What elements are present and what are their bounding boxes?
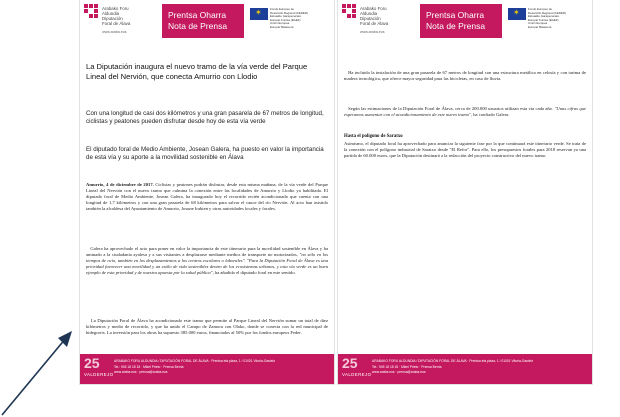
press-title-es: Nota de Prensa [168,21,228,31]
body-paragraph: Amurrio, 4 de diciembre de 2017. Ciclistas y peatones podrán disfrutar, desde esta misma mañana, de la vía verde del Parque Lineal del Nervión con el nuevo tramo que culmina la conexión entre las localidades de Amurrio y Llodio ya habilitada. El diputado foral de Medio Ambiente, Josean Galera, ha inaugurado hoy el recorrido recién acondicionado que cuenta con una longitud de 1,7 kilómetros y con una gran pasarela de 68 kilómetros para salvar el cauce del río Nervión. Al acto han asistido también la alcaldesa del Ayuntamiento de Amurrio, Josune Irabien y otras autoridades locales y forales. [86,182,328,212]
footer-address: ARABAKO FORU ALDUNDIA / DIPUTACIÓN FORAL DE ÁLAVA · Prentsa eta plaza, 1 / 01001 Vitoria-Gasteiz [372,359,534,363]
diputacion-logo [342,4,412,38]
body-paragraph: Ha incluido la instalación de una gran pasarela de 67 metros de longitud con una estructura metálica en celosía y con tarima de madera tecnológica, que ofrece mayor seguridad para las bicicletas, en caso de lluvia. [344,70,586,82]
document-page-2 [338,0,592,384]
footer-address: ARABAKO FORU ALDUNDIA / DIPUTACIÓN FORAL DE ÁLAVA · Prentsa eta plaza, 1 / 01001 Vitoria-Gasteiz [114,359,276,363]
eu-funding-logo [508,8,588,36]
footer-web: www.araba.eus · prensa@araba.eus [114,370,168,374]
logo-org-name: Arabako Foru Aldundia Diputación Foral de Álava [360,6,389,26]
press-title-eu: Prentsa Oharra [168,10,227,20]
article-headline: La Diputación inaugura el nuevo tramo de la vía verde del Parque Lineal del Nervión, que conecta Amurrio con Llodio [86,62,308,81]
section-heading: Hasta el polígono de Saratxo [344,134,403,139]
eu-funding-text: Fondo Europeo de Desarrollo Regional (FEDER) Eskualde Garapenerako Europar Funtsa (EGEF) Unión Europea Europar Batasuna [528,7,566,29]
logo-mark-icon [84,4,98,18]
eu-flag-icon [250,8,268,20]
footer-contact: Tel.: 945 18 18 18 · Mikel Prieto · Prensa Berria [114,365,184,369]
eu-flag-icon [508,8,526,20]
body-paragraph: Galera ha aprovechado el acto para poner en valor la importancia de este itinerario para la movilidad sostenible en Álava y ha animado a la ciudadanía ayalesa y a sus visitantes a desplazarse mediante medios de transporte no motorizados, "no sólo en los tiempos de ocio, también en los desplazamientos a los centros escolares o laborales". "Para la Diputación Foral de Álava es una prioridad favorecer una movilidad y un estilo de vida sostenibles dentro de los ecosistemas urbanos, y esta vía verde es un buen ejemplo de esta prioridad y de nuestra apuesta por la salud pública", ha añadido el diputado foral en este sentido. [86,246,328,276]
diputacion-logo [84,4,154,38]
valderejo-brand: VALDEREJO [342,372,372,377]
anniversary-number: 25 [84,355,100,371]
page-footer [338,354,592,384]
logo-url: www.araba.eus [360,30,385,34]
article-subheading-2: El diputado foral de Medio Ambiente, Josean Galera, ha puesto en valor la importancia de esta vía y su aporte a la movilidad sostenible en Álava [86,146,324,162]
page-footer [80,354,334,384]
valderejo-brand: VALDEREJO [84,372,114,377]
press-title-eu: Prentsa Oharra [426,10,485,20]
press-title-es: Nota de Prensa [426,21,486,31]
footer-contact: Tel.: 945 18 18 18 · Mikel Prieto · Prensa Berria [372,365,442,369]
article-subheading: Con una longitud de casi dos kilómetros y una gran pasarela de 67 metros de longitud, ciclistas y peatones pueden disfrutar desde hoy de esta vía verde [86,110,324,126]
document-page-1 [80,0,334,384]
press-release-banner [420,4,502,38]
anniversary-number: 25 [342,355,358,371]
logo-url: www.araba.eus [102,30,127,34]
logo-mark-icon [342,4,356,18]
eu-funding-text: Fondo Europeo de Desarrollo Regional (FEDER) Eskualde Garapenerako Europar Funtsa (EGEF) Unión Europea Europar Batasuna [270,7,308,29]
body-paragraph: La Diputación Foral de Álava ha acondicionado este tramo que permite al Parque Lineal del Nervión sumar un total de diez kilómetros y medio de recorrido, y que ha unido el Campo de Zamora con Olako, donde se conecta con la red municipal de bidegorris. La inversión para los obras ha supuesto 385.000 euros, financiados al 50% por los fondos europeos Feder. [86,318,329,336]
body-paragraph: Según las estimaciones de la Diputación Foral de Álava, cerca de 200.000 usuarios utilizan esta vía cada año. "Unas cifras que esperamos aumentar con el acondicionamiento de este nuevo tramo", ha confiado Galera. [344,106,586,118]
pointer-arrow-icon [0,316,80,417]
body-paragraph: Asimismo, el diputado foral ha aprovechado para anunciar la siguiente fase por la que continuará este itinerario verde. Se trata de la conexión con el polígono industrial de Saratxo desde "El Refor". Para ello, los presupuestos forales para 2018 reservan ya una partida de 60.000 euros, que la Diputación destinará a la redacción del proyecto constructivo del nuevo tramo. [344,141,586,159]
press-release-banner [162,4,244,38]
eu-funding-logo [250,8,330,36]
logo-org-name: Arabako Foru Aldundia Diputación Foral de Álava [102,6,131,26]
footer-web: www.araba.eus · prensa@araba.eus [372,370,426,374]
